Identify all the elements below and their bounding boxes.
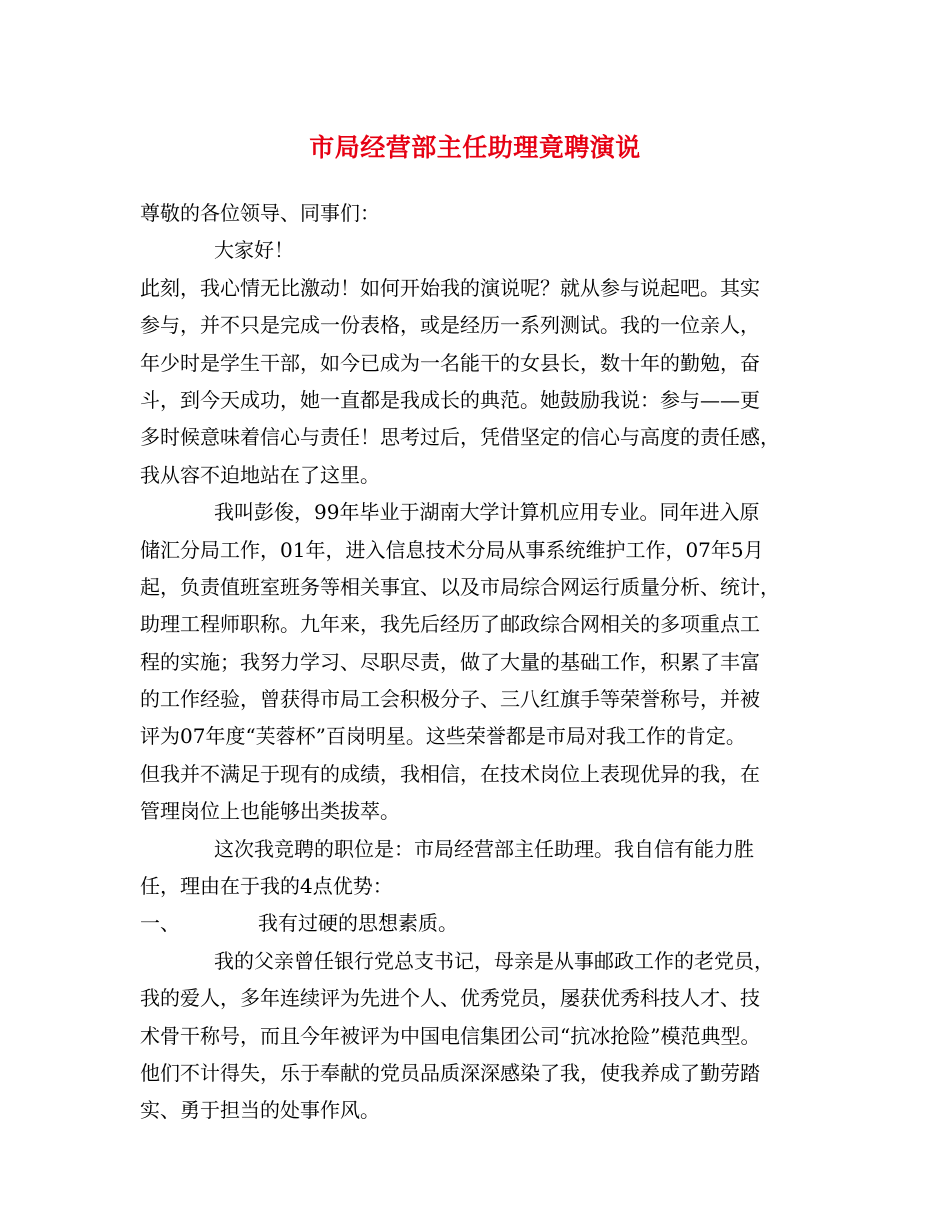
paragraph-line: 斗，到今天成功，她一直都是我成长的典范。她鼓励我说：参与——更 [140, 387, 760, 412]
paragraph-line: 评为07年度“芙蓉杯”百岗明星。这些荣誉都是市局对我工作的肯定。 [140, 724, 746, 749]
document-body [140, 195, 830, 1130]
paragraph-line: 程的实施；我努力学习、尽职尽责，做了大量的基础工作，积累了丰富 [140, 649, 760, 674]
paragraph-line: 管理岗位上也能够出类拔萃。 [140, 799, 400, 824]
paragraph-line: 此刻，我心情无比激动！如何开始我的演说呢？就从参与说起吧。其实 [140, 275, 760, 300]
paragraph-line: 年少时是学生干部，如今已成为一名能干的女县长，数十年的勤勉，奋 [140, 350, 760, 375]
paragraph-line: 实、勇于担当的处事作风。 [140, 1098, 380, 1123]
list-number: 一、 [140, 911, 180, 936]
greeting-line: 大家好！ [214, 238, 294, 263]
paragraph-line: 我叫彭俊，99年毕业于湖南大学计算机应用专业。同年进入原 [214, 500, 760, 525]
paragraph-line: 但我并不满足于现有的成绩，我相信，在技术岗位上表现优异的我，在 [140, 761, 760, 786]
paragraph-line: 术骨干称号，而且今年被评为中国电信集团公司“抗冰抢险”模范典型。 [140, 1023, 761, 1048]
salutation-line: 尊敬的各位领导、同事们： [140, 201, 380, 225]
list-heading-text: 我有过硬的思想素质。 [258, 911, 458, 936]
paragraph-line: 任，理由在于我的4点优势： [140, 874, 393, 899]
paragraph-line: 助理工程师职称。九年来，我先后经历了邮政综合网相关的多项重点工 [140, 612, 760, 637]
paragraph-line: 参与，并不只是完成一份表格，或是经历一系列测试。我的一位亲人， [140, 313, 760, 338]
numbered-heading [140, 905, 830, 942]
paragraph-line: 这次我竞聘的职位是：市局经营部主任助理。我自信有能力胜 [214, 836, 754, 861]
paragraph-line: 我的爱人，多年连续评为先进个人、优秀党员，屡获优秀科技人才、技 [140, 986, 760, 1011]
document-title: 市局经营部主任助理竟聘演说 [309, 133, 641, 162]
paragraph-line: 我从容不迫地站在了这里。 [140, 462, 380, 487]
paragraph-line: 的工作经验，曾获得市局工会积极分子、三八红旗手等荣誉称号，并被 [140, 687, 760, 712]
paragraph-line: 起，负责值班室班务等相关事宜、以及市局综合网运行质量分析、统计， [140, 574, 780, 599]
paragraph-line: 我的父亲曾任银行党总支书记，母亲是从事邮政工作的老党员， [214, 948, 774, 973]
paragraph-line: 多时候意味着信心与责任！思考过后，凭借坚定的信心与高度的责任感， [140, 425, 780, 450]
paragraph-line: 他们不计得失，乐于奉献的党员品质深深感染了我，使我养成了勤劳踏 [140, 1060, 760, 1085]
paragraph-line: 储汇分局工作，01年，进入信息技术分局从事系统维护工作，07年5月 [140, 537, 764, 562]
